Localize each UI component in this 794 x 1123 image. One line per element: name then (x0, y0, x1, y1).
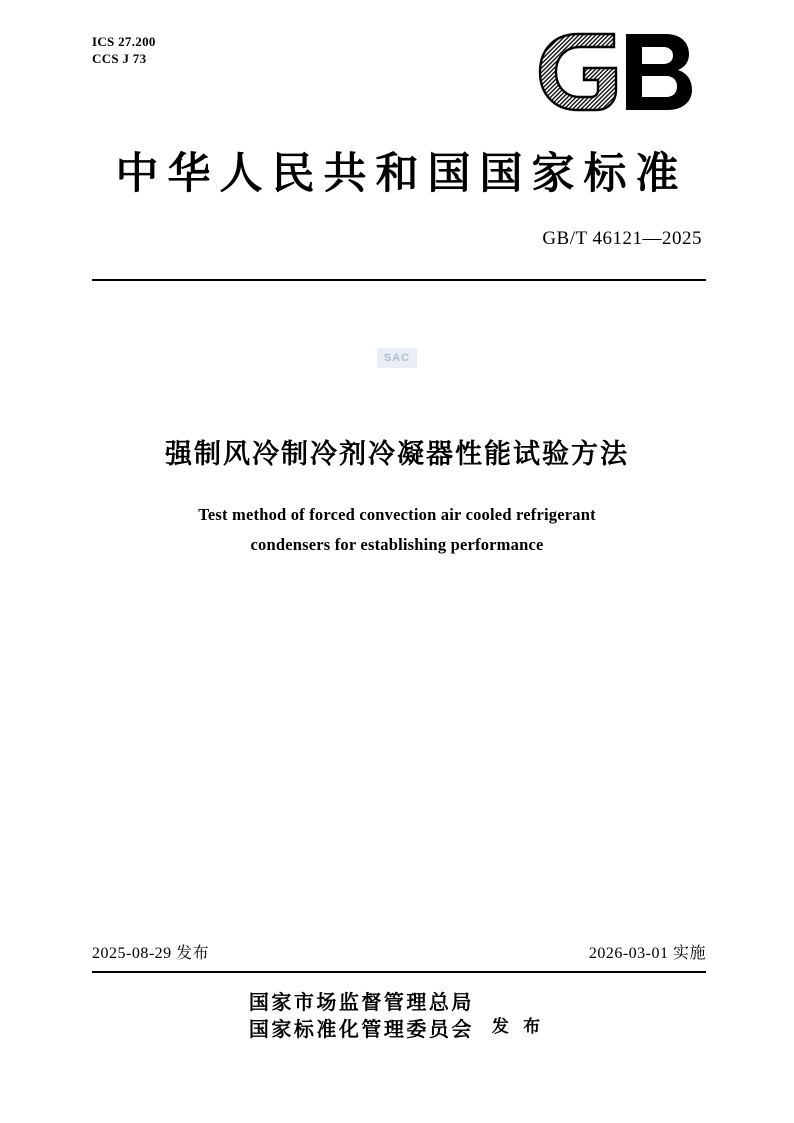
watermark-label: SAC (377, 348, 417, 368)
date-row (92, 940, 706, 966)
footer-divider (92, 971, 706, 973)
page-title: 中华人民共和国国家标准 (115, 151, 688, 198)
watermark (0, 348, 794, 368)
issuer-line-1: 国家市场监督管理总局 (248, 992, 474, 1014)
issuer-names (249, 990, 474, 1044)
classification-codes (92, 33, 156, 67)
subject-title-en (0, 500, 794, 560)
subject-title-en-line2: condensers for establishing performance (250, 535, 544, 554)
standard-number: GB/T 46121—2025 (542, 228, 702, 249)
issue-date: 2025-08-29 发布 (92, 945, 210, 962)
subject-title-cn: 强制风冷制冷剂冷凝器性能试验方法 (165, 439, 629, 469)
implementation-date: 2026-03-01 实施 (588, 945, 706, 962)
ccs-code: CCS J 73 (92, 51, 147, 66)
subject-title-en-line1: Test method of forced convection air cooled refrigerant (198, 505, 596, 524)
issuer-line-2: 国家标准化管理委员会 (248, 1019, 474, 1041)
header-divider (92, 279, 706, 281)
ics-code: ICS 27.200 (92, 34, 156, 49)
issuing-authorities (0, 990, 794, 1044)
issue-action-label: 发 布 (491, 1016, 546, 1036)
gb-emblem-icon (534, 28, 706, 116)
